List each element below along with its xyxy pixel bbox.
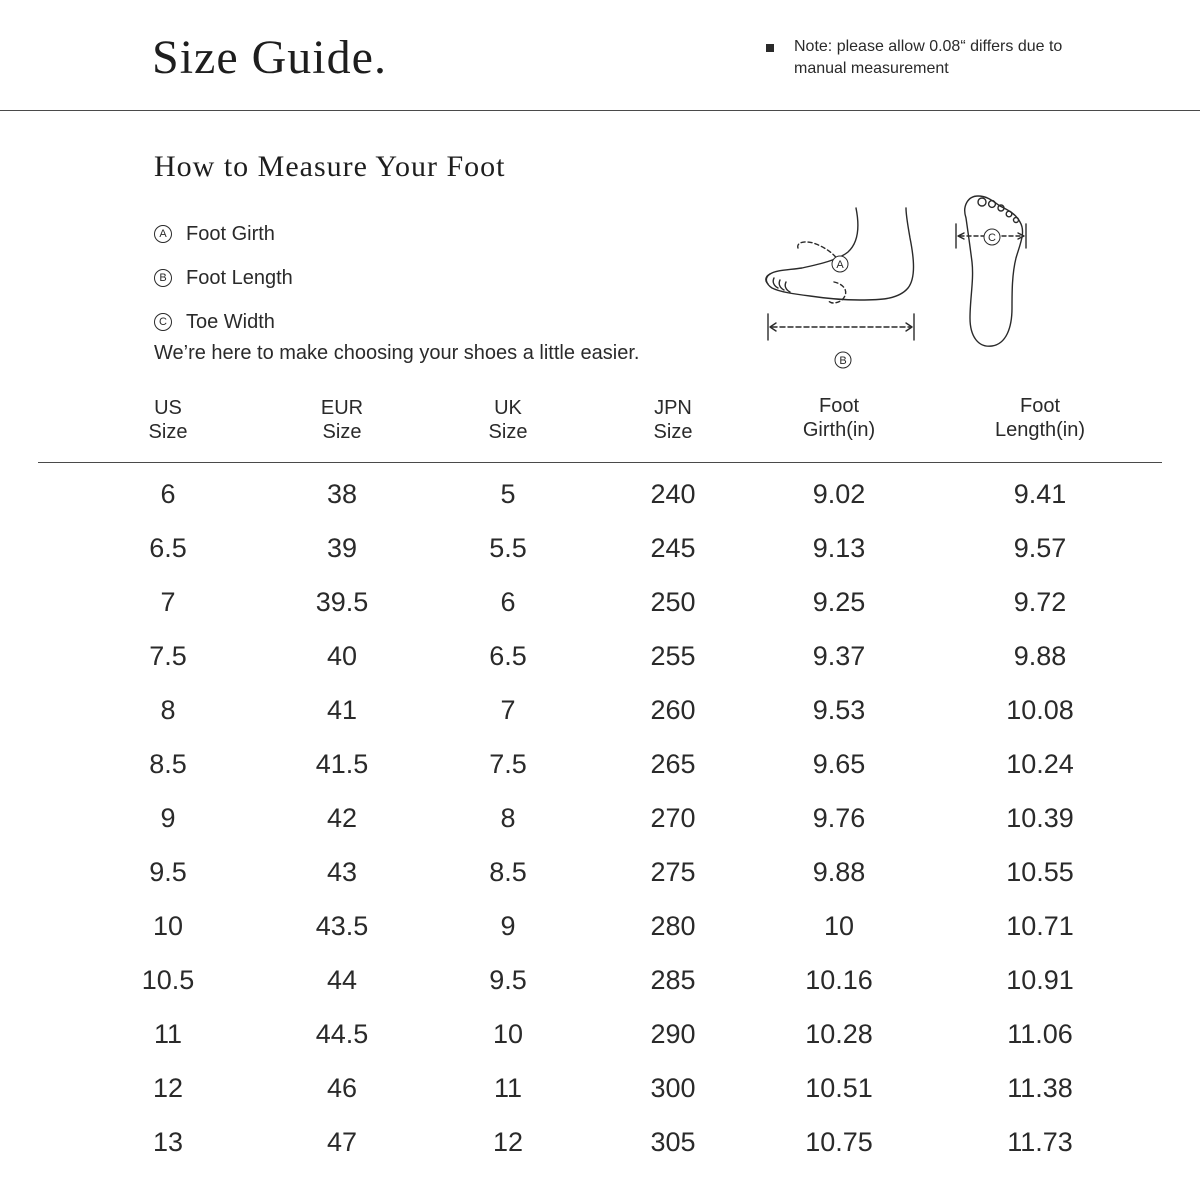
cell-us-size: 6 bbox=[160, 478, 176, 509]
legend-label: Toe Width bbox=[186, 310, 275, 333]
cell-eur-size: 44 bbox=[326, 964, 358, 995]
cell-foot-girth: 9.76 bbox=[812, 802, 866, 833]
cell-foot-length: 9.57 bbox=[1013, 532, 1067, 563]
legend-label: Foot Length bbox=[186, 266, 293, 289]
table-row bbox=[38, 521, 1162, 575]
header-divider bbox=[0, 110, 1200, 111]
cell-foot-length: 9.72 bbox=[1013, 586, 1067, 617]
table-row bbox=[38, 953, 1162, 1007]
cell-jpn-size: 275 bbox=[650, 856, 696, 887]
illustration-marker-c: C bbox=[988, 232, 996, 244]
cell-jpn-size: 260 bbox=[650, 694, 696, 725]
legend-item-foot-girth bbox=[154, 212, 293, 256]
illustration-marker-a: A bbox=[836, 259, 844, 271]
cell-foot-length: 9.41 bbox=[1013, 478, 1067, 509]
cell-us-size: 11 bbox=[153, 1018, 183, 1049]
page-title: Size Guide. bbox=[152, 31, 387, 84]
cell-eur-size: 38 bbox=[326, 478, 358, 509]
cell-us-size: 6.5 bbox=[149, 532, 187, 563]
cell-uk-size: 8.5 bbox=[489, 856, 527, 887]
cell-foot-length: 10.24 bbox=[1006, 748, 1074, 779]
legend-item-foot-length bbox=[154, 256, 293, 300]
cell-foot-length: 11.38 bbox=[1007, 1072, 1073, 1103]
legend-item-toe-width bbox=[154, 300, 293, 344]
header-us-size: US Size bbox=[148, 397, 188, 443]
marker-b-icon: B bbox=[154, 269, 172, 287]
cell-uk-size: 10 bbox=[492, 1018, 524, 1049]
cell-foot-length: 10.91 bbox=[1006, 964, 1074, 995]
cell-foot-girth: 9.88 bbox=[812, 856, 866, 887]
cell-foot-length: 11.73 bbox=[1007, 1126, 1073, 1157]
illustration-marker-b: B bbox=[839, 355, 847, 367]
cell-jpn-size: 280 bbox=[650, 910, 696, 941]
table-row bbox=[38, 467, 1162, 521]
cell-us-size: 10 bbox=[152, 910, 184, 941]
cell-uk-size: 5 bbox=[500, 478, 516, 509]
cell-jpn-size: 265 bbox=[650, 748, 696, 779]
cell-us-size: 10.5 bbox=[141, 964, 195, 995]
table-row bbox=[38, 1061, 1162, 1115]
cell-uk-size: 7.5 bbox=[489, 748, 527, 779]
cell-jpn-size: 290 bbox=[650, 1018, 696, 1049]
table-body bbox=[38, 463, 1162, 1169]
cell-jpn-size: 240 bbox=[650, 478, 696, 509]
legend-label: Foot Girth bbox=[186, 222, 275, 245]
table-row bbox=[38, 737, 1162, 791]
section-title: How to Measure Your Foot bbox=[154, 150, 506, 183]
cell-us-size: 12 bbox=[152, 1072, 184, 1103]
cell-foot-length: 10.71 bbox=[1006, 910, 1074, 941]
cell-eur-size: 43.5 bbox=[315, 910, 369, 941]
cell-foot-girth: 10.51 bbox=[805, 1072, 873, 1103]
table-row bbox=[38, 1007, 1162, 1061]
cell-eur-size: 47 bbox=[326, 1126, 358, 1157]
cell-jpn-size: 300 bbox=[650, 1072, 696, 1103]
cell-uk-size: 5.5 bbox=[489, 532, 527, 563]
foot-diagram-icon bbox=[750, 188, 1050, 378]
note-text: Note: please allow 0.08“ differs due to manual measurement bbox=[794, 38, 1063, 77]
cell-uk-size: 9.5 bbox=[489, 964, 527, 995]
marker-a-icon: A bbox=[154, 225, 172, 243]
cell-us-size: 7.5 bbox=[149, 640, 187, 671]
table-row bbox=[38, 683, 1162, 737]
table-row bbox=[38, 1115, 1162, 1169]
cell-eur-size: 40 bbox=[326, 640, 358, 671]
measurement-legend bbox=[154, 212, 293, 344]
cell-uk-size: 12 bbox=[492, 1126, 524, 1157]
cell-foot-girth: 9.37 bbox=[812, 640, 866, 671]
cell-uk-size: 6 bbox=[500, 586, 516, 617]
cell-uk-size: 11 bbox=[493, 1072, 523, 1103]
cell-foot-girth: 9.65 bbox=[812, 748, 866, 779]
cell-us-size: 13 bbox=[152, 1126, 184, 1157]
measurement-note bbox=[766, 36, 1074, 80]
cell-eur-size: 46 bbox=[326, 1072, 358, 1103]
cell-eur-size: 39.5 bbox=[315, 586, 369, 617]
header-foot-girth: Foot Girth(in) bbox=[802, 395, 876, 441]
cell-foot-girth: 10.75 bbox=[805, 1126, 873, 1157]
cell-foot-length: 11.06 bbox=[1007, 1018, 1073, 1049]
cell-foot-girth: 10.16 bbox=[805, 964, 873, 995]
marker-c-icon: C bbox=[154, 313, 172, 331]
cell-foot-girth: 9.25 bbox=[812, 586, 866, 617]
cell-foot-length: 10.55 bbox=[1006, 856, 1074, 887]
cell-foot-girth: 10.28 bbox=[805, 1018, 873, 1049]
table-row bbox=[38, 629, 1162, 683]
cell-jpn-size: 285 bbox=[650, 964, 696, 995]
cell-jpn-size: 305 bbox=[650, 1126, 696, 1157]
cell-uk-size: 6.5 bbox=[489, 640, 527, 671]
cell-foot-girth: 9.53 bbox=[812, 694, 866, 725]
cell-foot-girth: 9.13 bbox=[812, 532, 866, 563]
cell-us-size: 9.5 bbox=[149, 856, 187, 887]
table-row bbox=[38, 575, 1162, 629]
cell-us-size: 8 bbox=[160, 694, 176, 725]
cell-us-size: 9 bbox=[160, 802, 176, 833]
cell-jpn-size: 255 bbox=[650, 640, 696, 671]
header-uk-size: UK Size bbox=[488, 397, 528, 443]
cell-jpn-size: 270 bbox=[650, 802, 696, 833]
foot-measurement-illustration bbox=[750, 188, 1050, 383]
cell-jpn-size: 250 bbox=[650, 586, 696, 617]
size-table bbox=[38, 388, 1162, 1169]
table-header-row bbox=[38, 388, 1162, 463]
tagline: We’re here to make choosing your shoes a little easier. bbox=[154, 342, 640, 364]
cell-eur-size: 43 bbox=[326, 856, 358, 887]
table-row bbox=[38, 845, 1162, 899]
cell-eur-size: 44.5 bbox=[315, 1018, 369, 1049]
cell-us-size: 8.5 bbox=[149, 748, 187, 779]
table-row bbox=[38, 791, 1162, 845]
cell-foot-length: 10.08 bbox=[1006, 694, 1074, 725]
cell-us-size: 7 bbox=[160, 586, 176, 617]
cell-eur-size: 41.5 bbox=[315, 748, 369, 779]
cell-eur-size: 39 bbox=[326, 532, 358, 563]
cell-eur-size: 42 bbox=[326, 802, 358, 833]
header-jpn-size: JPN Size bbox=[653, 397, 693, 443]
cell-uk-size: 8 bbox=[500, 802, 516, 833]
cell-foot-girth: 10 bbox=[823, 910, 855, 941]
cell-foot-length: 9.88 bbox=[1013, 640, 1067, 671]
cell-foot-girth: 9.02 bbox=[812, 478, 866, 509]
bullet-icon bbox=[766, 44, 774, 52]
header-foot-length: Foot Length(in) bbox=[994, 395, 1086, 441]
cell-jpn-size: 245 bbox=[650, 532, 696, 563]
table-row bbox=[38, 899, 1162, 953]
cell-uk-size: 9 bbox=[500, 910, 516, 941]
header-eur-size: EUR Size bbox=[320, 397, 364, 443]
cell-eur-size: 41 bbox=[326, 694, 358, 725]
cell-foot-length: 10.39 bbox=[1006, 802, 1074, 833]
cell-uk-size: 7 bbox=[500, 694, 516, 725]
